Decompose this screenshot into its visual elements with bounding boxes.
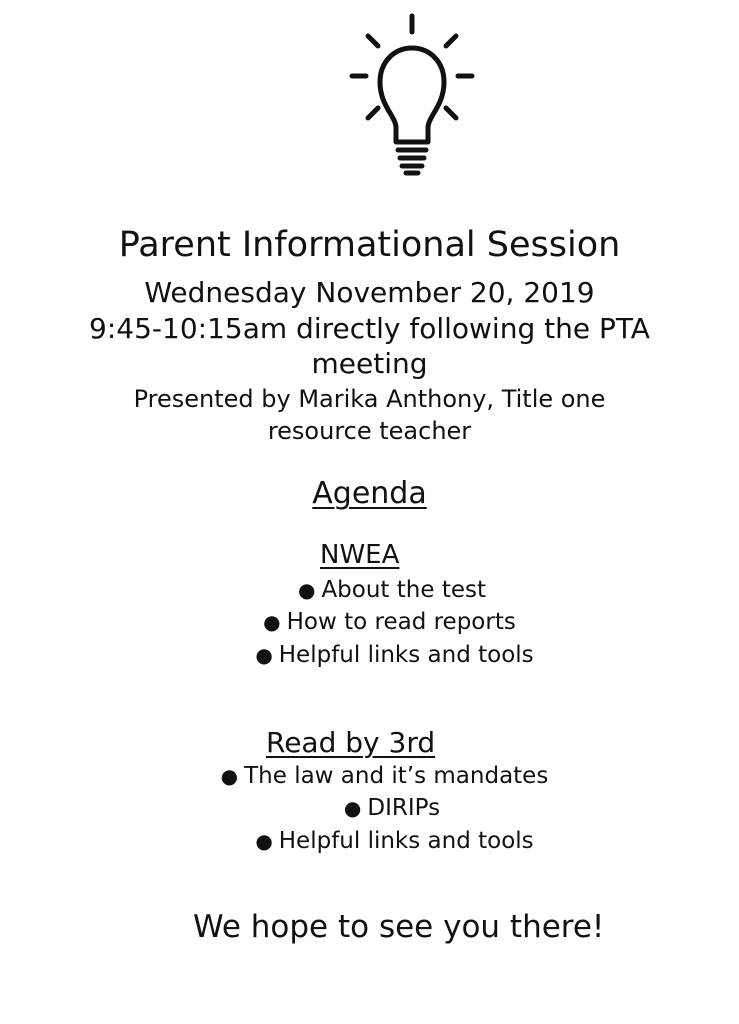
list-item: ● The law and it’s mandates: [220, 763, 549, 789]
session-time: 9:45-10:15am directly following the PTA: [89, 312, 650, 345]
closing-message: We hope to see you there!: [193, 909, 605, 945]
session-time-continued: meeting: [311, 347, 428, 380]
bullet-icon: ●: [343, 796, 362, 820]
section-heading-read-by-3rd: Read by 3rd: [266, 726, 436, 759]
list-item: ● How to read reports: [263, 609, 516, 635]
presenter-line-continued: resource teacher: [267, 417, 472, 445]
lightbulb-icon: [344, 10, 480, 180]
bullet-icon: ●: [298, 578, 316, 602]
list-item: ● DIRIPs: [343, 795, 441, 821]
bullet-icon: ●: [255, 829, 273, 853]
session-title: Parent Informational Session: [118, 225, 621, 265]
section-heading-nwea: NWEA: [320, 540, 400, 570]
bullet-icon: ●: [220, 764, 239, 788]
list-item: ● Helpful links and tools: [255, 828, 534, 854]
presenter-line: Presented by Marika Anthony, Title one: [133, 385, 606, 413]
bullet-icon: ●: [263, 610, 281, 634]
session-date: Wednesday November 20, 2019: [144, 276, 595, 309]
bullet-icon: ●: [255, 643, 273, 667]
list-item: ● Helpful links and tools: [255, 642, 534, 668]
list-item: ● About the test: [298, 577, 486, 603]
agenda-heading: Agenda: [312, 476, 427, 511]
